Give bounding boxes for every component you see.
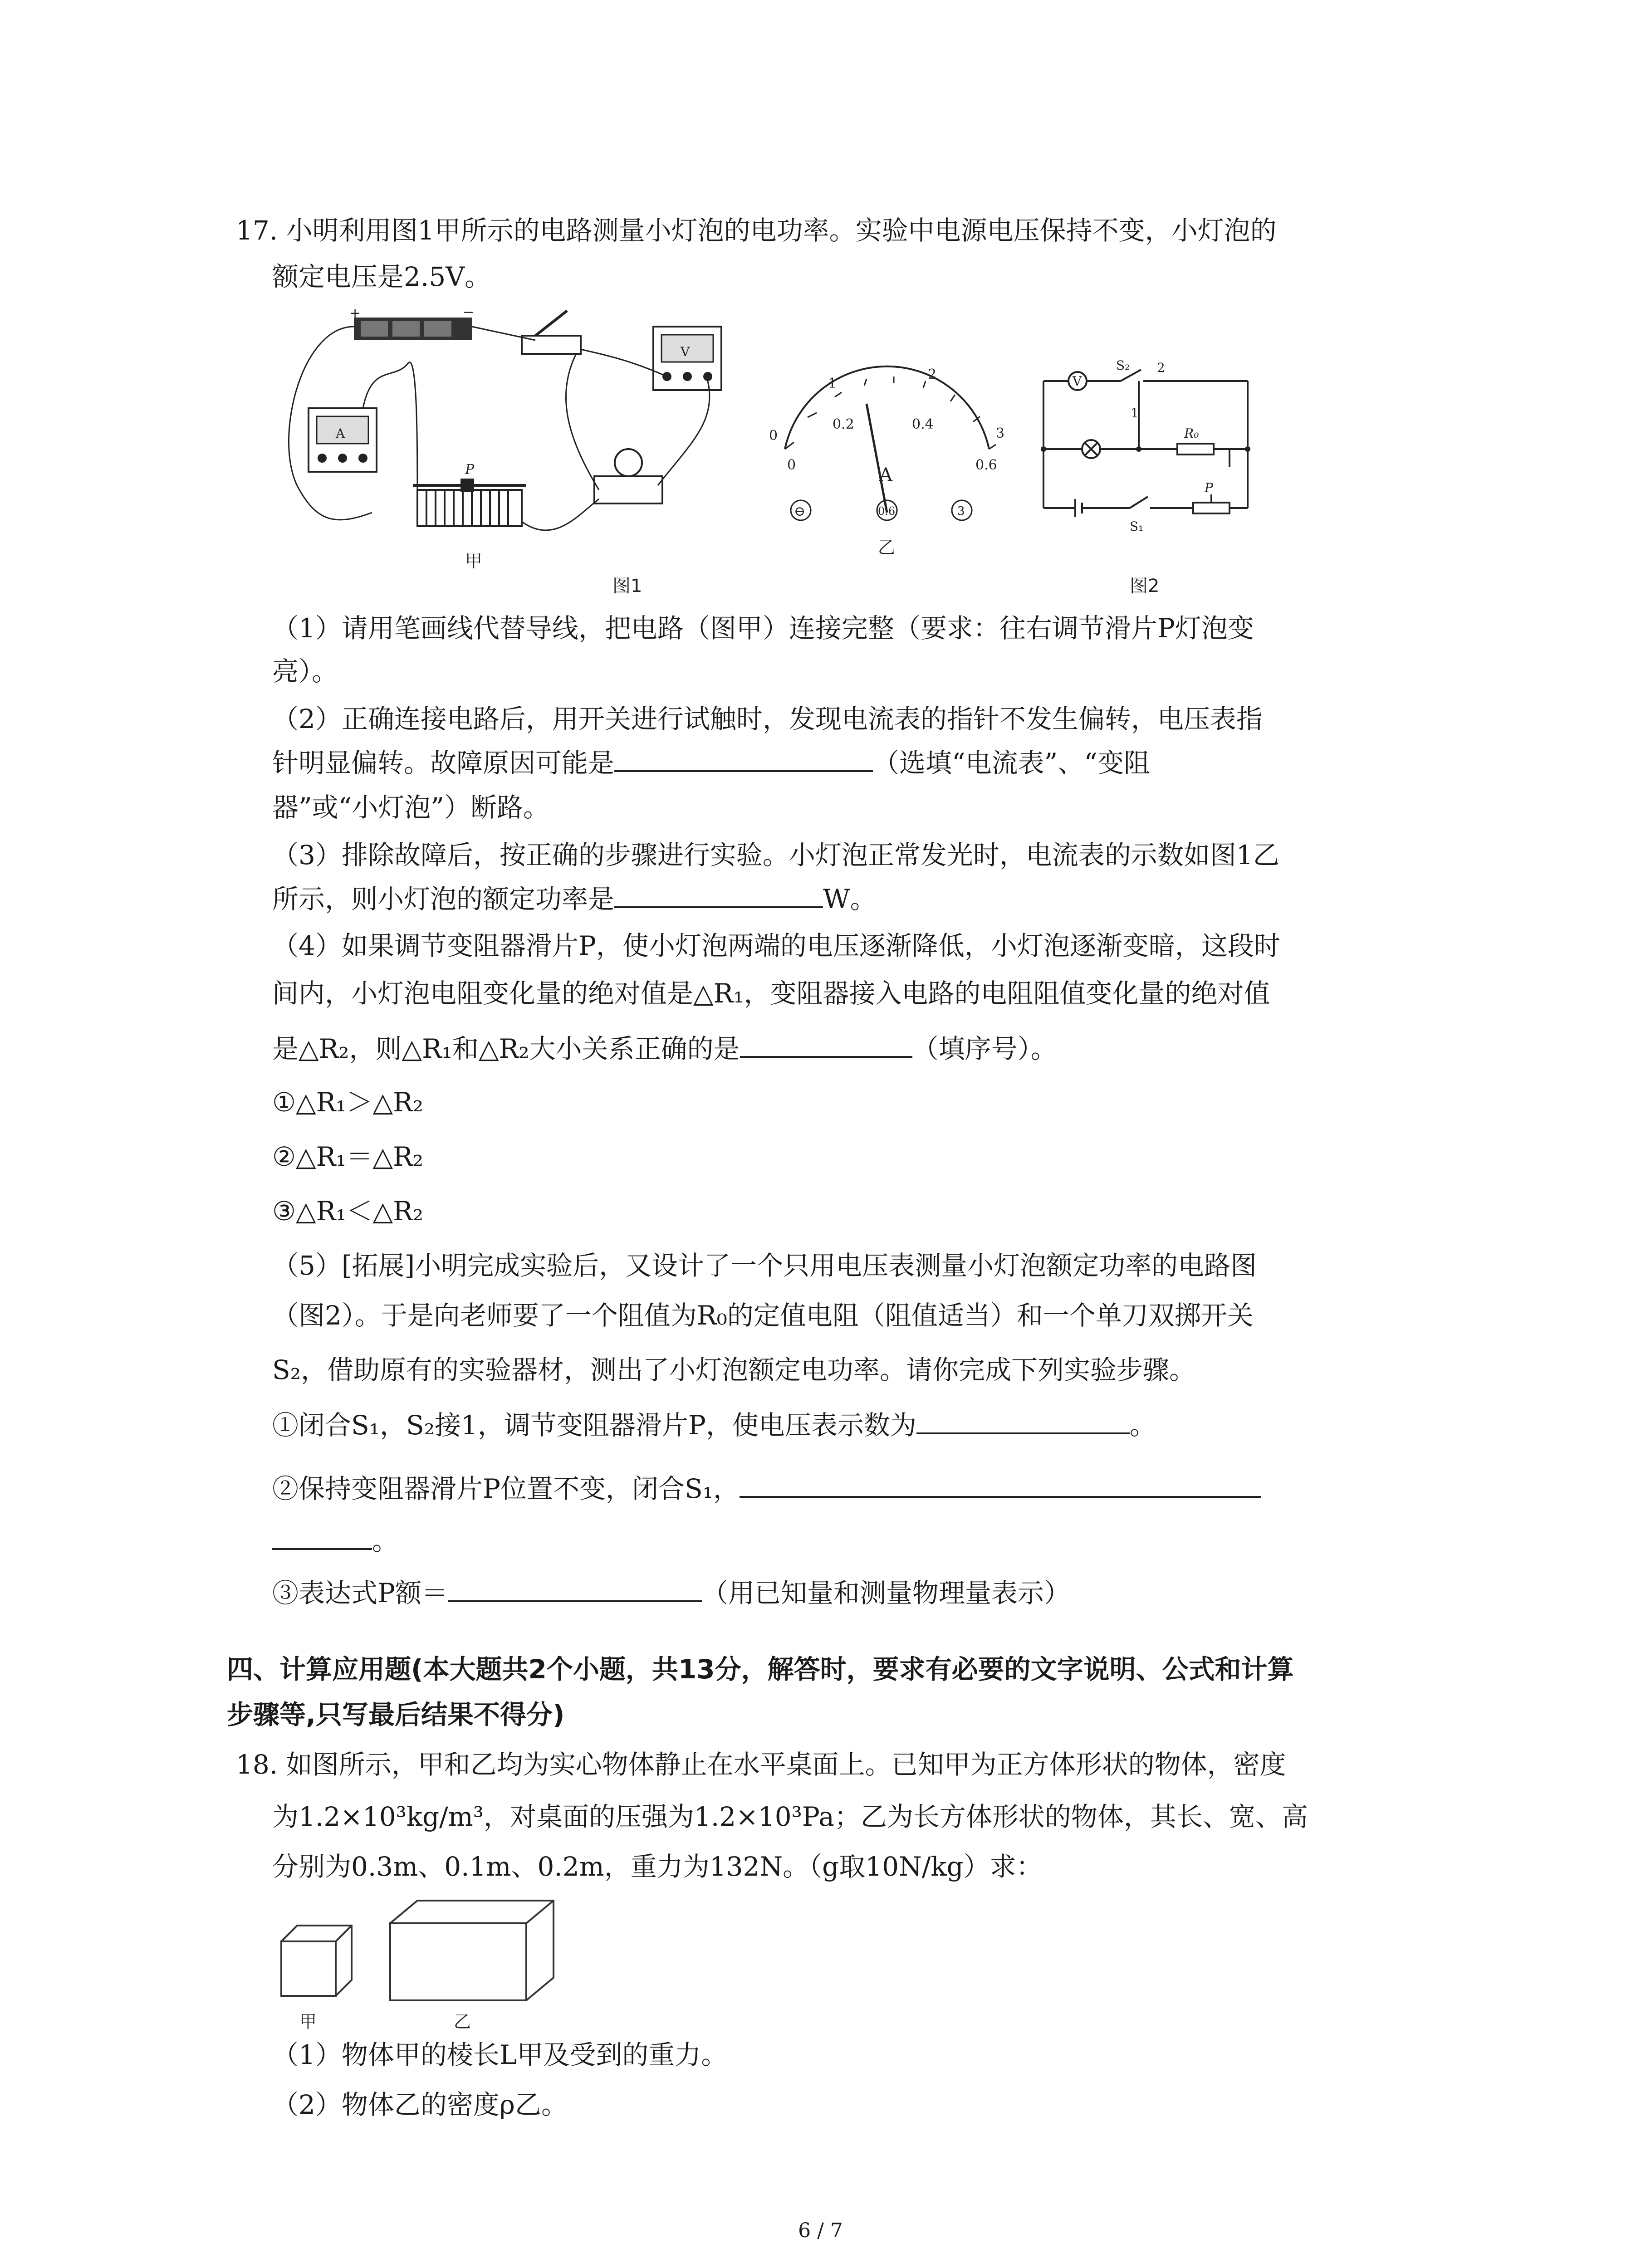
figure1-caption: 图1: [612, 576, 642, 596]
answer-blank-3[interactable]: [614, 880, 823, 908]
q17-part4-line1: （4）如果调节变阻器滑片P，使小灯泡两端的电压逐渐降低，小灯泡逐渐变暗，这段时: [272, 930, 1280, 961]
q17-part3-text-b: W。: [823, 884, 877, 914]
ammeter-letter: A: [336, 426, 345, 441]
q17-step2-text: ②保持变阻器滑片P位置不变，闭合S₁，: [272, 1473, 740, 1504]
svg-text:+: +: [349, 308, 361, 321]
svg-text:−: −: [463, 308, 475, 320]
q17-stem-line2: 额定电压是2.5V。: [272, 261, 491, 292]
q18-stem-line3: 分别为0.3m、0.1m、0.2m，重力为132N。（g取10N/kg）求：: [272, 1851, 1043, 1882]
q17-step3-end: （用已知量和测量物理量表示）: [702, 1578, 1071, 1608]
fig2-contact-1: 1: [1131, 406, 1139, 420]
scale-lower-0: 0: [787, 457, 796, 473]
answer-blank-step1[interactable]: [916, 1406, 1130, 1434]
q17-option-1: ①△R₁＞△R₂: [272, 1087, 424, 1118]
lamp-bulb: [615, 449, 642, 476]
q17-step3-text: ③表达式P额＝: [272, 1578, 448, 1608]
section4-header-line2: 步骤等,只写最后结果不得分): [227, 1699, 565, 1730]
answer-blank-step2b[interactable]: [272, 1522, 372, 1550]
scale-upper-3: 3: [996, 425, 1005, 441]
answer-blank-4[interactable]: [740, 1030, 912, 1058]
fig2-s2: S₂: [1116, 358, 1130, 373]
figure2-schematic: [1034, 358, 1261, 549]
q17-part2-line3: 器”或“小灯泡”）断路。: [272, 792, 549, 823]
q17-part3-line1: （3）排除故障后，按正确的步骤进行实验。小灯泡正常发光时，电流表的示数如图1乙: [272, 840, 1279, 870]
q17-step1-text: ①闭合S₁，S₂接1，调节变阻器滑片P，使电压表示数为: [272, 1410, 916, 1441]
q17-part5-line3: S₂，借助原有的实验器材，测出了小灯泡额定电功率。请你完成下列实验步骤。: [272, 1354, 1195, 1385]
q17-part4-text-b: （填序号）。: [912, 1033, 1057, 1064]
answer-blank-step2a[interactable]: [740, 1470, 1261, 1498]
q17-step1: [272, 1406, 1156, 1443]
lamp-holder: [594, 476, 662, 503]
voltmeter-letter: V: [681, 344, 690, 359]
fig2-p: P: [1205, 480, 1213, 495]
q18-label-jia: 甲: [299, 2012, 317, 2032]
q17-option-3: ③△R₁＜△R₂: [272, 1196, 424, 1227]
scale-lower-3: 0.6: [975, 457, 997, 473]
q17-step1-end: 。: [1129, 1410, 1156, 1441]
q17-part2-text-a: 针明显偏转。故障原因可能是: [272, 748, 615, 778]
terminal-neg: ⊖: [794, 503, 806, 519]
figure2-caption: 图2: [1130, 576, 1160, 596]
fig2-s1: S₁: [1130, 519, 1144, 534]
label-yi: 乙: [878, 538, 896, 557]
q17-part1-line1: （1）请用笔画线代替导线，把电路（图甲）连接完整（要求：往右调节滑片P灯泡变: [272, 613, 1254, 644]
slider: [460, 479, 474, 492]
q17-step2-end: 。: [372, 1525, 399, 1556]
section4-header-line1: 四、计算应用题(本大题共2个小题，共13分，解答时，要求有必要的文字说明、公式和计算: [227, 1654, 1294, 1685]
q17-option-2: ②△R₁＝△R₂: [272, 1141, 424, 1172]
rheostat: [417, 490, 522, 526]
meter-unit: A: [879, 464, 892, 485]
q17-part5-line2: （图2）。于是向老师要了一个阻值为R₀的定值电阻（阻值适当）和一个单刀双掷开关: [272, 1300, 1254, 1331]
q17-part5-line1: （5）[拓展]小明完成实验后，又设计了一个只用电压表测量小灯泡额定功率的电路图: [272, 1250, 1257, 1281]
page-number: 6 / 7: [798, 2219, 843, 2242]
cube-jia: [281, 1941, 336, 1996]
q17-part3-line2: [272, 880, 877, 917]
scale-upper-1: 1: [828, 376, 837, 391]
answer-blank-step3[interactable]: [448, 1574, 702, 1602]
figure1-meter-yi: [744, 363, 1025, 558]
q17-part4-text-a: 是△R₂，则△R₁和△R₂大小关系正确的是: [272, 1033, 740, 1064]
q17-part2-text-b: （选填“电流表”、“变阻: [873, 748, 1150, 778]
scale-upper-0: 0: [769, 428, 778, 444]
fig2-r0: R₀: [1184, 426, 1199, 441]
box-yi: [390, 1923, 526, 2000]
q17-part3-text-a: 所示，则小灯泡的额定功率是: [272, 884, 615, 914]
switch: [522, 336, 581, 354]
q17-part2-line1: （2）正确连接电路后，用开关进行试触时，发现电流表的指针不发生偏转，电压表指: [272, 704, 1263, 734]
q17-part4-line3: [272, 1030, 1057, 1067]
q17-stem-line1: 17. 小明利用图1甲所示的电路测量小灯泡的电功率。实验中电源电压保持不变，小灯泡的: [236, 215, 1277, 246]
q18-part2: （2）物体乙的密度ρ乙。: [272, 2089, 568, 2120]
terminal-3: 3: [957, 504, 965, 518]
q18-stem-line1: 18. 如图所示，甲和乙均为实心物体静止在水平桌面上。已知甲为正方体形状的物体，密度: [236, 1749, 1286, 1780]
slider-label: P: [465, 462, 475, 478]
scale-lower-1: 0.2: [833, 416, 854, 432]
q17-part2-line2: [272, 744, 1150, 781]
q18-blocks-figure: [272, 1892, 590, 2037]
q17-step2-cont: [272, 1522, 398, 1559]
scale-upper-2: 2: [928, 367, 937, 382]
terminal-06: 0.6: [878, 505, 896, 518]
q17-part1-line2: 亮）。: [272, 656, 338, 687]
label-jia: 甲: [465, 551, 483, 571]
scale-lower-2: 0.4: [912, 416, 934, 432]
q17-step3: [272, 1574, 1070, 1611]
answer-blank-2[interactable]: [614, 744, 873, 772]
q18-stem-line2: 为1.2×10³kg/m³，对桌面的压强为1.2×10³Pa；乙为长方体形状的物体，其长、宽、高: [272, 1801, 1308, 1832]
fig2-contact-2: 2: [1157, 360, 1165, 375]
q17-part4-line2: 间内，小灯泡电阻变化量的绝对值是△R₁，变阻器接入电路的电阻阻值变化量的绝对值: [272, 978, 1270, 1009]
figure1-circuit-jia: [281, 308, 735, 581]
fig2-voltmeter: V: [1073, 374, 1082, 389]
q18-part1: （1）物体甲的棱长L甲及受到的重力。: [272, 2039, 728, 2070]
q17-step2: [272, 1470, 1261, 1507]
q18-label-yi: 乙: [454, 2012, 471, 2032]
meter-needle: [867, 404, 887, 513]
